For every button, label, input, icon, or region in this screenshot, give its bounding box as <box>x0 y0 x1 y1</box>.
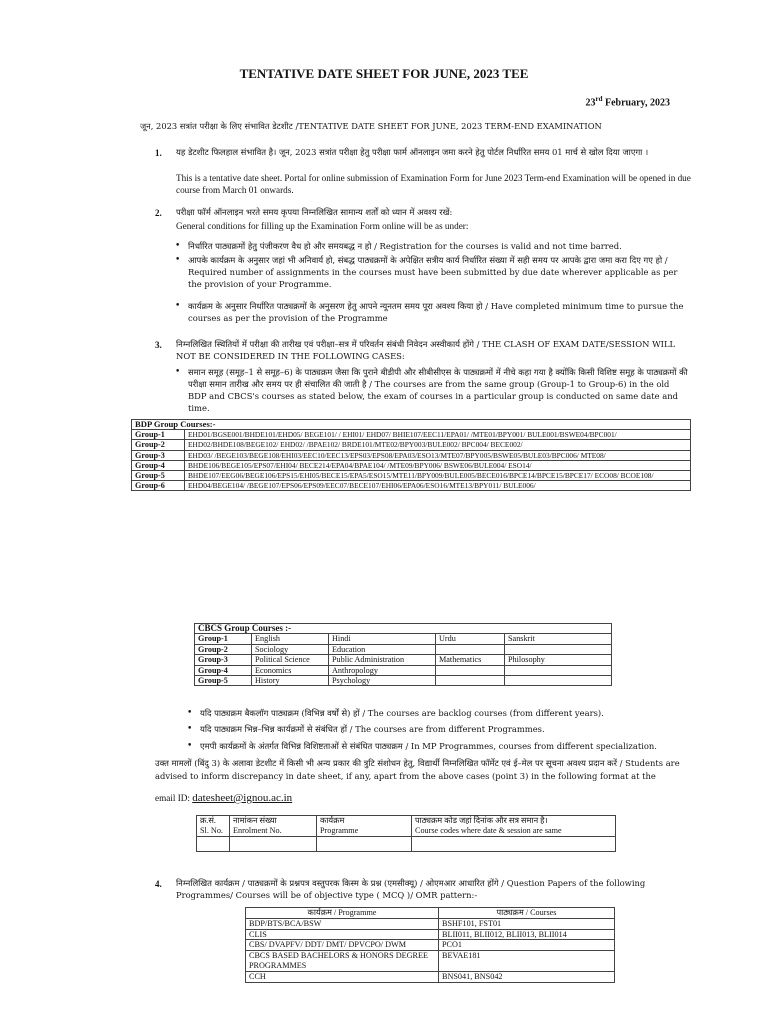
table-row <box>246 908 615 919</box>
point-2-english: General conditions for filling up the Examination Form online will be as under: <box>176 221 469 231</box>
course-cell: Public Administration <box>329 655 436 665</box>
table-row <box>197 816 616 837</box>
courses-cell: BNS041, BNS042 <box>439 971 615 982</box>
course-cell <box>505 676 612 686</box>
programme-cell: BDP/BTS/BCA/BSW <box>246 918 439 929</box>
table-row <box>197 837 616 852</box>
cbcs-group-table <box>194 623 612 686</box>
group-label: Group-1 <box>195 634 252 644</box>
course-cell: Philosophy <box>505 655 612 665</box>
course-cell: Sanskrit <box>505 634 612 644</box>
point-4-text: निम्नलिखित कार्यक्रम / पाठ्यक्रमों के प्रश्नपत्र वस्तुपरक किस्म के प्रश्न (एमसीक्यू) / ओएमआर आधारित होंगे / Question Papers of the following Programmes/ Courses will be of objective type ( MCQ )/ OMR pattern:- <box>176 878 646 900</box>
table-heading: BDP Group Courses:- <box>132 420 691 430</box>
column-header-courses: पाठ्यक्रम / Courses <box>439 908 615 919</box>
course-cell: Psychology <box>329 676 436 686</box>
case-bullet: • एमपी कार्यक्रमों के अंतर्गत विभिन्न विशिष्टताओं से संबंधित पाठ्यक्रम / In MP Programmes, courses from different specialization. <box>187 741 657 751</box>
group-label: Group-2 <box>132 440 185 450</box>
course-cell: Anthropology <box>329 665 436 675</box>
header-hindi: पाठ्यक्रम कोड जहां दिनांक और सत्र समान है। <box>415 816 548 825</box>
table-row <box>132 430 691 440</box>
course-cell <box>436 644 505 654</box>
point-1-number: 1. <box>155 148 162 158</box>
group-label: Group-4 <box>195 665 252 675</box>
table-row <box>195 644 612 654</box>
courses-cell: BLII011, BLII012, BLII013, BLII014 <box>439 929 615 940</box>
programme-cell: CBCS BASED BACHELORS & HONORS DEGREE PROGRAMMES <box>246 951 439 972</box>
group-courses: EHD03/ /BEGE103/BEGE108/EHI03/EEC10/EEC13/EPS03/EPS08/EPA03/ESO13/MTE07/BPY005/BSWE05/BULE03/BPC006/ MTE08/ <box>185 450 691 460</box>
table-row <box>132 471 691 481</box>
group-label: Group-4 <box>132 460 185 470</box>
table-row <box>132 450 691 460</box>
email-line: email ID: datesheet@ignou.ac.in <box>155 792 293 804</box>
subheading: जून, 2023 सत्रांत परीक्षा के लिए संभावित डेटशीट /TENTATIVE DATE SHEET FOR JUNE, 2023 TERM-END EXAMINATION <box>140 121 602 131</box>
table-row <box>246 929 615 940</box>
table-row <box>132 460 691 470</box>
table-row <box>132 420 691 430</box>
course-cell: Mathematics <box>436 655 505 665</box>
course-cell: English <box>252 634 329 644</box>
table-row <box>195 676 612 686</box>
table-row <box>246 951 615 972</box>
course-cell <box>436 665 505 675</box>
course-cell <box>505 644 612 654</box>
table-row <box>132 481 691 491</box>
header-hindi: नामांकन संख्या <box>233 816 277 825</box>
email-link[interactable]: datesheet@ignou.ac.in <box>192 792 293 804</box>
course-cell: Urdu <box>436 634 505 644</box>
course-cell: History <box>252 676 329 686</box>
group-label: Group-5 <box>195 676 252 686</box>
point-4-number: 4. <box>155 879 162 889</box>
case-bullet: • यदि पाठ्यक्रम भिन्न–भिन्न कार्यक्रमों से संबंधित हों / The courses are from different Programmes. <box>187 724 545 734</box>
point-2-hindi: परीक्षा फॉर्म ऑनलाइन भरते समय कृपया निम्नलिखित सामान्य शर्तों को ध्यान में अवश्य रखें: <box>176 207 453 217</box>
course-cell: Hindi <box>329 634 436 644</box>
header-english: Course codes where date & session are same <box>415 826 562 835</box>
header-english: Programme <box>320 826 359 835</box>
group-label: Group-6 <box>132 481 185 491</box>
table-row <box>246 918 615 929</box>
course-cell: Sociology <box>252 644 329 654</box>
point-2-bullet: • निर्धारित पाठ्यक्रमों हेतु पंजीकरण वैध हो और समयबद्ध न हो / Registration for the courses is valid and not time barred. <box>175 241 622 251</box>
courses-cell: PCO1 <box>439 940 615 951</box>
course-cell <box>505 665 612 675</box>
table-row <box>246 971 615 982</box>
group-courses: EHD01/BGSE001/BHDE101/EHD05/ BEGE101/ / EHI01/ EHD07/ BHIE107/EEC11/EPA01/ /MTE01/BPY001/ BULE001/BSWE04/BPC001/ <box>185 430 691 440</box>
point-2-bullet: • आपके कार्यक्रम के अनुसार जहां भी अनिवार्य हो, संबद्ध पाठ्यक्रमों के अपेक्षित सत्रीय कार्य निर्धारित संख्या में सही समय पर आपके द्वारा जमा करा दिए गए हो / Required number of assignments in the courses must have been submitted by due date wherever applicable as per the provision of your Programme. <box>175 255 678 289</box>
programme-cell: CLIS <box>246 929 439 940</box>
group-label: Group-2 <box>195 644 252 654</box>
bdp-group-table <box>131 419 691 491</box>
header-english: Enrolment No. <box>233 826 282 835</box>
courses-cell: BEVAE181 <box>439 951 615 972</box>
point-1-hindi: यह डेटशीट फिलहाल संभावित है। जून, 2023 सत्रांत परीक्षा हेतु परीक्षा फार्म ऑनलाइन जमा करने हेतु पोर्टल निर्धारित समय 01 मार्च से खोल दिया जाएगा । <box>176 147 649 157</box>
course-cell: Economics <box>252 665 329 675</box>
group-courses: EHD02/BHDE108/BEGE102/ EHD02/ /BPAE102/ BRDE101/MTE02/BPY003/BULE002/ BPC004/ BECE002/ <box>185 440 691 450</box>
page-title: TENTATIVE DATE SHEET FOR JUNE, 2023 TEE <box>239 66 529 81</box>
point-3-bullet: • समान समूह (समूह–1 से समूह–6) के पाठ्यक्रम जैसा कि पुराने बीडीपी और सीबीसीएस के पाठ्यक्रमों में नीचे कहा गया है क्योंकि किसी विशिष्ट समूह के पाठ्यक्रमों की परीक्षा समान तारीख और समय पर ही संचालित की जाती है / The courses are from the same group (Group-1 to Group-6) in the old BDP and CBCS's courses as stated below, the exam of courses in a particular group is conducted on same date and time. <box>175 367 688 413</box>
point-3-number: 3. <box>155 340 162 350</box>
table-row <box>132 440 691 450</box>
course-cell <box>436 676 505 686</box>
discrepancy-note: उक्त मामलों (बिंदु 3) के अलावा डेटशीट में किसी भी अन्य प्रकार की त्रुटि संशोधन हेतु, विद्यार्थी निम्नलिखित फॉर्मेट एवं ई–मेल पर सूचना अवश्य प्रदान करें / Students are advised to inform discrepancy in date sheet, if any, apart from the above cases (point 3) in the following format at the <box>155 758 680 781</box>
discrepancy-format-table <box>196 815 616 852</box>
point-1-english: This is a tentative date sheet. Portal for online submission of Examination Form for June 2023 Term-end Examination will be opened in due course from March 01 onwards. <box>176 173 691 195</box>
table-heading: CBCS Group Courses :- <box>195 624 612 634</box>
programme-cell: CCH <box>246 971 439 982</box>
group-label: Group-1 <box>132 430 185 440</box>
group-label: Group-3 <box>195 655 252 665</box>
table-row <box>195 665 612 675</box>
header-english: Sl. No. <box>200 826 223 835</box>
table-row <box>195 624 612 634</box>
point-2-number: 2. <box>155 208 162 218</box>
table-row <box>246 940 615 951</box>
course-cell: Education <box>329 644 436 654</box>
courses-cell: BSHF101, FST01 <box>439 918 615 929</box>
group-courses: EHD04/BEGE104/ /BEGE107/EPS06/EPS09/EEC07/BECE107/EHI06/EPA06/ESO16/MTE13/BPY011/ BULE006/ <box>185 481 691 491</box>
course-cell: Political Science <box>252 655 329 665</box>
document-date: 23rd February, 2023 <box>585 95 670 109</box>
table-row <box>195 655 612 665</box>
case-bullet: • यदि पाठ्यक्रम बैकलॉग पाठ्यक्रम (विभिन्न वर्षों से) हों / The courses are backlog courses (from different years). <box>187 708 604 718</box>
group-courses: BHDE106/BEGE105/EPS07/EHI04/ BECE214/EPA04/BPAE104/ /MTE09/BPY006/ BSWE06/BULE004/ ESO14/ <box>185 460 691 470</box>
point-2-bullet: • कार्यक्रम के अनुसार निर्धारित पाठ्यक्रमों के अनुसरण हेतु आपने न्यूनतम समय पूरा अवश्य किया हो / Have completed minimum time to pursue the courses as per the provision of the Programme <box>175 301 684 323</box>
programme-courses-table <box>245 907 615 983</box>
programme-cell: CBS/ DVAPFV/ DDT/ DMT/ DPVCPO/ DWM <box>246 940 439 951</box>
header-hindi: क्र.सं. <box>200 816 216 825</box>
group-label: Group-3 <box>132 450 185 460</box>
header-hindi: कार्यक्रम <box>320 816 345 825</box>
column-header-programme: कार्यक्रम / Programme <box>246 908 439 919</box>
group-courses: BHDE107/EEG06/BEGE106/EPS15/EHI05/BECE15/EPA5/ESO15/MTE11/BPY009/BULE005/BECE016/BPCE14/BPCE15/BPCE17/ ECO08/ BCOE108/ <box>185 471 691 481</box>
point-3-text: निम्नलिखित स्थितियों में परीक्षा की तारीख एवं परीक्षा–सत्र में परिवर्तन संबंधी निवेदन अस्वीकार्य होंगे / THE CLASH OF EXAM DATE/SESSION WILL NOT BE CONSIDERED IN THE FOLLOWING CASES: <box>176 339 676 361</box>
table-row <box>195 634 612 644</box>
group-label: Group-5 <box>132 471 185 481</box>
